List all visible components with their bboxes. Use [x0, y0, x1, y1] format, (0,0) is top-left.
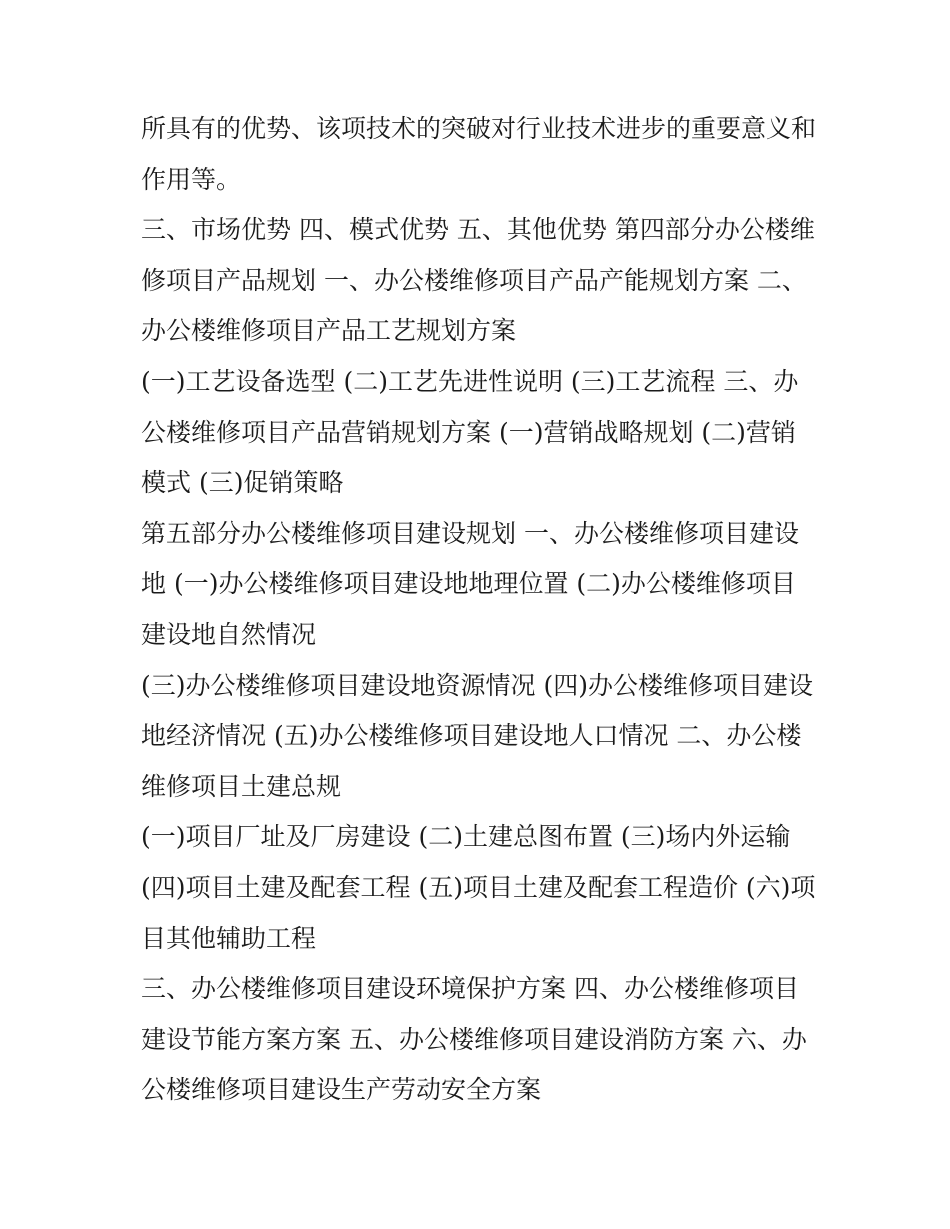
text-line: 第五部分办公楼维修项目建设规划 一、办公楼维修项目建设 — [141, 518, 799, 548]
text-line: (四)项目土建及配套工程 (五)项目土建及配套工程造价 (六)项 — [141, 872, 816, 902]
text-line: 建设地自然情况 — [141, 619, 317, 649]
text-line: 三、市场优势 四、模式优势 五、其他优势 第四部分办公楼维 — [141, 215, 815, 245]
text-line: (三)办公楼维修项目建设地资源情况 (四)办公楼维修项目建设 — [141, 670, 813, 700]
text-line: 目其他辅助工程 — [141, 923, 317, 953]
text-line: 地经济情况 (五)办公楼维修项目建设地人口情况 二、办公楼 — [141, 721, 802, 751]
text-line: 公楼维修项目建设生产劳动安全方案 — [141, 1075, 542, 1105]
text-line: 模式 (三)促销策略 — [141, 468, 344, 498]
text-line: 所具有的优势、该项技术的突破对行业技术进步的重要意义和 — [141, 114, 817, 143]
text-line: (一)项目厂址及厂房建设 (二)土建总图布置 (三)场内外运输 — [141, 822, 791, 852]
text-line: 地 (一)办公楼维修项目建设地地理位置 (二)办公楼维修项目 — [141, 569, 796, 599]
body-text — [141, 104, 817, 1116]
text-line: 维修项目土建总规 — [141, 771, 342, 801]
text-line: 建设节能方案方案 五、办公楼维修项目建设消防方案 六、办 — [141, 1024, 807, 1054]
text-line: 三、办公楼维修项目建设环境保护方案 四、办公楼维修项目 — [141, 974, 799, 1004]
text-line: 办公楼维修项目产品工艺规划方案 — [141, 316, 517, 346]
text-line: (一)工艺设备选型 (二)工艺先进性说明 (三)工艺流程 三、办 — [141, 366, 799, 396]
text-line: 作用等。 — [141, 164, 242, 194]
text-line: 修项目产品规划 一、办公楼维修项目产品产能规划方案 二、 — [141, 265, 807, 295]
text-line: 公楼维修项目产品营销规划方案 (一)营销战略规划 (二)营销 — [141, 417, 796, 447]
